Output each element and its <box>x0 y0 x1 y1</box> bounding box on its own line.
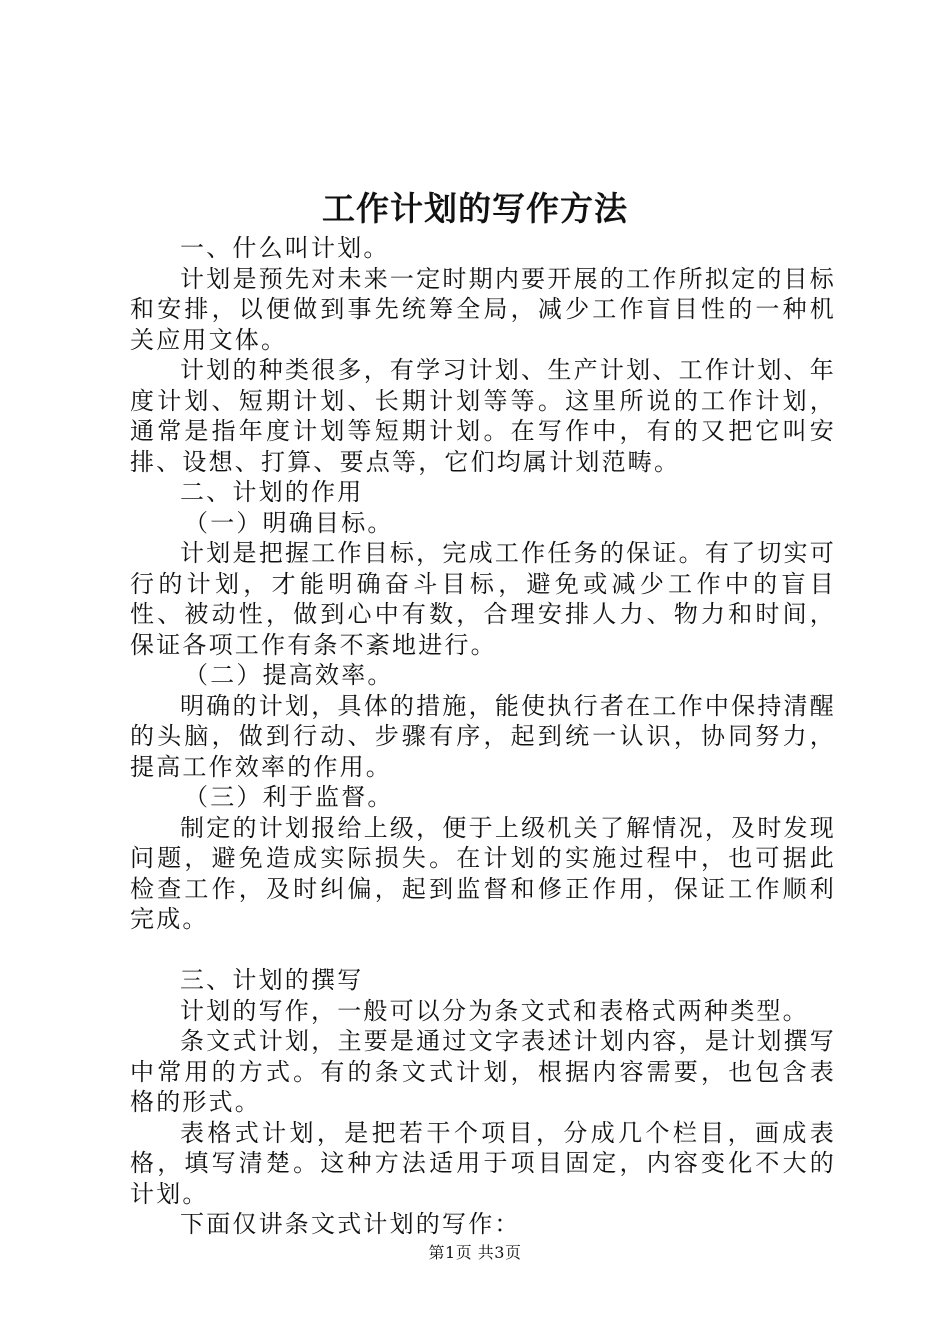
section-heading-1: 一、什么叫计划。 <box>180 234 390 262</box>
subsection-heading: （一）明确目标。 <box>184 508 394 537</box>
document-title: 工作计划的写作方法 <box>322 189 628 228</box>
subsection-heading: （二）提高效率。 <box>184 661 394 689</box>
section-heading-2: 二、计划的作用 <box>180 478 364 506</box>
body-paragraph: 明确的计划，具体的措施，能使执行者在工作中保持清醒的头脑，做到行动、步骤有序，起到统一认识，协同努力，提高工作效率的作用。 <box>130 691 836 781</box>
body-paragraph: 制定的计划报给上级，便于上级机关了解情况，及时发现问题，避免造成实际损失。在计划的实施过程中，也可据此检查工作，及时纠偏，起到监督和修正作用，保证工作顺利完成。 <box>130 813 836 933</box>
section-heading-3: 三、计划的撰写 <box>180 966 364 994</box>
document-body <box>130 233 836 1240</box>
body-paragraph: 计划是把握工作目标，完成工作任务的保证。有了切实可行的计划，才能明确奋斗目标，避免或减少工作中的盲目性、被动性，做到心中有数，合理安排人力、物力和时间，保证各项工作有条不紊地进行。 <box>130 539 836 659</box>
body-paragraph: 条文式计划，主要是通过文字表述计划内容，是计划撰写中常用的方式。有的条文式计划，根据内容需要，也包含表格的形式。 <box>130 1027 836 1116</box>
body-paragraph: 计划的种类很多，有学习计划、生产计划、工作计划、年度计划、短期计划、长期计划等等。这里所说的工作计划，通常是指年度计划等短期计划。在写作中，有的又把它叫安排、设想、打算、要点等，它们均属计划范畴。 <box>130 356 836 476</box>
paragraph-spacer <box>130 935 836 966</box>
body-paragraph: 计划是预先对未来一定时期内要开展的工作所拟定的目标和安排，以便做到事先统筹全局，减少工作盲目性的一种机关应用文体。 <box>130 264 836 354</box>
subsection-heading: （三）利于监督。 <box>184 783 394 811</box>
body-paragraph: 下面仅讲条文式计划的写作： <box>180 1210 521 1238</box>
body-paragraph: 表格式计划，是把若干个项目，分成几个栏目，画成表格，填写清楚。这种方法适用于项目固定，内容变化不大的计划。 <box>130 1118 836 1208</box>
body-paragraph: 计划的写作，一般可以分为条文式和表格式两种类型。 <box>180 996 809 1025</box>
page-number-footer: 第1页 共3页 <box>428 1243 522 1262</box>
